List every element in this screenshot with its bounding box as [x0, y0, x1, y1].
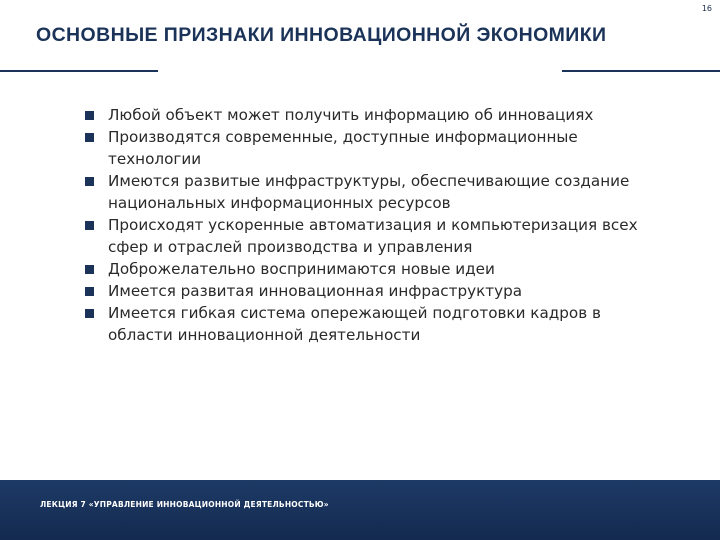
list-item [84, 104, 644, 126]
square-bullet-icon [85, 177, 94, 186]
list-item [84, 126, 644, 170]
title-divider-left [0, 70, 158, 72]
square-bullet-icon [85, 287, 94, 296]
bullet-text: Любой объект может получить информацию об инновациях [108, 106, 594, 124]
square-bullet-icon [85, 133, 94, 142]
square-bullet-icon [85, 221, 94, 230]
square-bullet-icon [85, 309, 94, 318]
list-item [84, 280, 644, 302]
square-bullet-icon [85, 265, 94, 274]
bullet-text: Имеется гибкая система опережающей подготовки кадров в области инновационной деятельности [108, 304, 601, 344]
list-item [84, 302, 644, 346]
footer-lecture-title: ЛЕКЦИЯ 7 «УПРАВЛЕНИЕ ИННОВАЦИОННОЙ ДЕЯТЕЛЬНОСТЬЮ» [40, 500, 329, 509]
bullet-list [84, 104, 644, 346]
bullet-text: Имеется развитая инновационная инфраструктура [108, 282, 523, 300]
footer-bar [0, 480, 720, 540]
bullet-text: Имеются развитые инфраструктуры, обеспечивающие создание национальных информационных ресурсов [108, 172, 630, 212]
page-number: 16 [701, 4, 712, 13]
list-item [84, 170, 644, 214]
bullet-text: Производятся современные, доступные информационные технологии [108, 128, 578, 168]
slide-title: ОСНОВНЫЕ ПРИЗНАКИ ИННОВАЦИОННОЙ ЭКОНОМИКИ [36, 24, 607, 46]
list-item [84, 258, 644, 280]
list-item [84, 214, 644, 258]
title-divider-right [562, 70, 720, 72]
square-bullet-icon [85, 111, 94, 120]
bullet-text: Происходят ускоренные автоматизация и компьютеризация всех сфер и отраслей производства и управления [108, 216, 638, 256]
bullet-text: Доброжелательно воспринимаются новые идеи [108, 260, 495, 278]
